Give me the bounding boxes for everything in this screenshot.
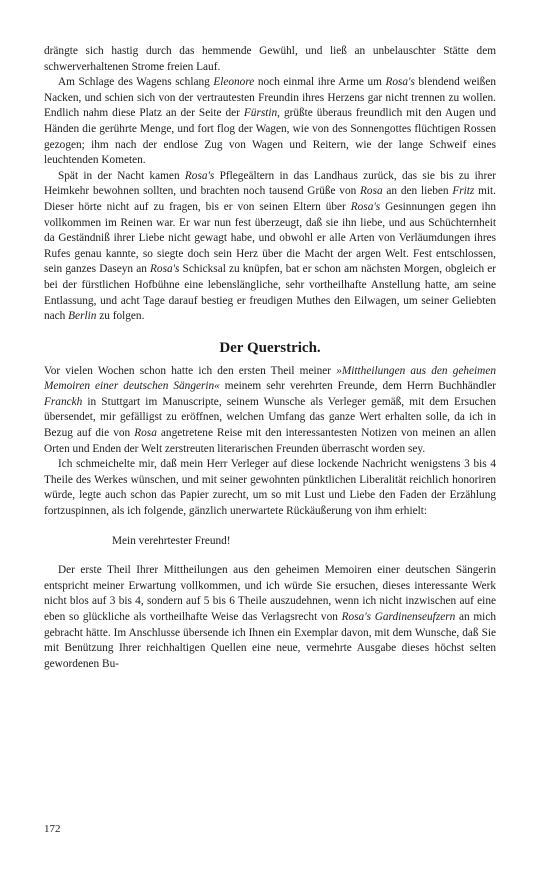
text-block-bottom: [44, 364, 496, 673]
text-run: Mein verehrtester Freund!: [112, 534, 231, 547]
italic-text: Rosa's Gardinenseufzern: [341, 611, 456, 623]
italic-text: Rosa: [360, 185, 383, 198]
text-run: Schicksal zu knüpfen, bat er schon am nächsten Morgen, obgleich er bei der fürstlichen Hofbühne eine lebenslängliche, sehr vortheilhafte Anstellung hatte, am seine Entlassung, und acht Tage darauf bestieg er freudigen Muthes den Eilwagen, um seiner Geliebten nach: [44, 263, 496, 323]
italic-text: Franckh: [44, 395, 83, 408]
page-number: 172: [44, 823, 61, 835]
italic-text: Fritz: [452, 185, 475, 198]
italic-text: Eleonore: [213, 76, 255, 89]
italic-text: Berlin: [68, 310, 97, 323]
text-run: angetretene Reise mit den interessantesten Notizen von meinen an allen Orten und Enden der Welt zerstreuten literarischen Freunden überrascht worden sey.: [44, 427, 497, 455]
text-run: mit. Dieser hörte nicht auf zu fragen, bis er von seinen Eltern über: [44, 185, 496, 213]
text-run: noch einmal ihre Arme um: [254, 76, 386, 89]
paragraph: [44, 563, 496, 672]
text-run: Ich schmeichelte mir, daß mein Herr Verleger auf diese lockende Nachricht wenigstens 3 bis 4 Theile des Werkes wünschen, und mit seiner gewohnten pünktlichen Liberalität reichlich honoriren würde, legte auch schon das Papier zurecht, um so mit Lust und Liebe den Faden der Erzählung fortzuspinnen, als ich folgende, gänzlich unerwartete Rückäußerung von ihm erhielt:: [44, 458, 496, 518]
text-run: Am Schlage des Wagens schlang: [58, 76, 214, 89]
italic-text: Rosa's: [385, 76, 415, 89]
paragraph: [44, 457, 496, 519]
text-run: in Stuttgart im Manuscripte, seinem Wunsche als Verleger gemäß, mit dem Ersuchen übersendet, mir gefälligst zu eröffnen, welchen Umfang das ganze Wert erhalten solle, da ich in Bezug auf die von: [44, 395, 496, 440]
section-title: Der Querstrich.: [219, 339, 321, 356]
letter-salutation: [44, 534, 496, 550]
text-run: Spät in der Nacht kamen: [58, 169, 185, 182]
text-block-top: [44, 44, 496, 325]
italic-text: Rosa's: [184, 169, 215, 182]
text-run: Pflegeältern in das Landhaus zurück, das sie bis zu ihrer Heimkehr bewohnen sollten, und brachten noch tausend Grüße von: [44, 169, 496, 198]
paragraph: [44, 75, 496, 169]
italic-text: Fürstin: [243, 107, 278, 120]
text-run: an mich gebracht hätte. Im Anschlusse übersende ich Ihnen ein Exemplar davon, mit dem Wunsche, daß Sie mit Benützung Ihrer reichhaltigen Quellen eine neue, vermehrte Ausgabe dieses höchst selten gewordenen Bu-: [44, 611, 496, 670]
text-run: an den lieben: [382, 185, 453, 198]
text-run: Gesinnungen gegen ihn vollkommen im Reinen war. Er war nun fest überzeugt, daß sie ihn liebe, und aus Schüchternheit da Geständniß ihrer Liebe nicht gewagt habe, und obwohl er alle Arten von Verläumdungen ihres Rufes genau kannte, so siegte doch sein Herz über die Macht der argen Welt. Fest entschlossen, sein ganzes Daseyn an: [44, 200, 496, 276]
text-run: drängte sich hastig durch das hemmende Gewühl, und ließ an unbelauschter Stätte dem schwerverhaltenen Strome freien Lauf.: [44, 45, 496, 73]
text-run: blendend weißen Nacken, und schien sich von der vertrautesten Freundin ihres Herzens gar nicht trennen zu wollen. Endlich nahm diese Platz an der Seite der: [44, 76, 496, 120]
italic-text: »Mittheilungen aus den geheimen Memoiren einer deutschen Sängerin«: [44, 364, 496, 393]
text-run: Der erste Theil Ihrer Mittheilungen aus den geheimen Memoiren einer deutschen Sängerin entspricht meiner Erwartung vollkommen, und ich würde Sie ersuchen, dieses interessante Werk nicht blos auf 3 bis 4, sondern auf 5 bis 6 Theile auszudehnen, wenn ich nicht inzwischen auf eine eben so glückliche als vortheilhafte Weise das Verlagsrecht von: [44, 564, 496, 623]
text-run: meinem sehr verehrten Freunde, dem Herrn Buchhändler: [219, 380, 496, 393]
text-run: Vor vielen Wochen schon hatte ich den ersten Theil meiner: [44, 364, 337, 377]
italic-text: Rosa's: [350, 200, 381, 213]
text-run: zu folgen.: [96, 310, 145, 323]
text-run: , grüßte überaus freundlich mit den Augen und Händen die gerührte Menge, und fort flog der Wagen, wie von des Sonnengottes flüchtigen Rossen gezogen; ihm nach der endlose Zug von Wagen und Reitern, wie der lange Schweif eines leuchtenden Kometen.: [44, 107, 497, 167]
page-text: [44, 44, 496, 672]
paragraph: [44, 44, 496, 75]
italic-text: Rosa's: [150, 263, 180, 276]
italic-text: Rosa: [134, 427, 157, 440]
paragraph: [44, 364, 496, 458]
paragraph: [44, 169, 496, 325]
